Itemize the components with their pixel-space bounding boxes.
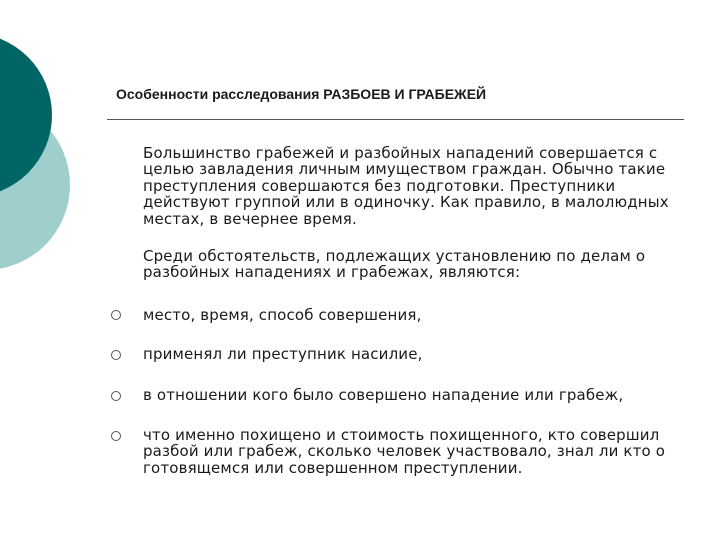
bullet-marker-icon: [111, 350, 121, 360]
bullet-item: место, время, способ совершения,: [143, 306, 422, 324]
bullet-item: применял ли преступник насилие,: [143, 345, 423, 363]
intro-paragraph: Большинство грабежей и разбойных нападений совершается с целью завладения личным имуществом граждан. Обычно такие преступления совершаются без подготовки. Преступники действуют группой или в одиночку. Как правило, в малолюдных местах, в вечернее время.: [143, 144, 669, 228]
bullet-item: что именно похищено и стоимость похищенного, кто совершил разбой или грабеж, сколько человек участвовало, знал ли кто о готовящемся или совершенном преступлении.: [143, 426, 666, 477]
circumstances-paragraph: Среди обстоятельств, подлежащих установлению по делам о разбойных нападениях и грабежах, являются:: [143, 247, 646, 282]
title-divider: [107, 119, 684, 120]
slide-title: Особенности расследования РАЗБОЕВ И ГРАБЕЖЕЙ: [116, 86, 487, 102]
decorative-circles: [0, 0, 100, 300]
bullet-marker-icon: [111, 310, 121, 320]
bullet-marker-icon: [111, 431, 121, 441]
bullet-marker-icon: [111, 391, 121, 401]
bullet-item: в отношении кого было совершено нападение или грабеж,: [143, 386, 624, 404]
